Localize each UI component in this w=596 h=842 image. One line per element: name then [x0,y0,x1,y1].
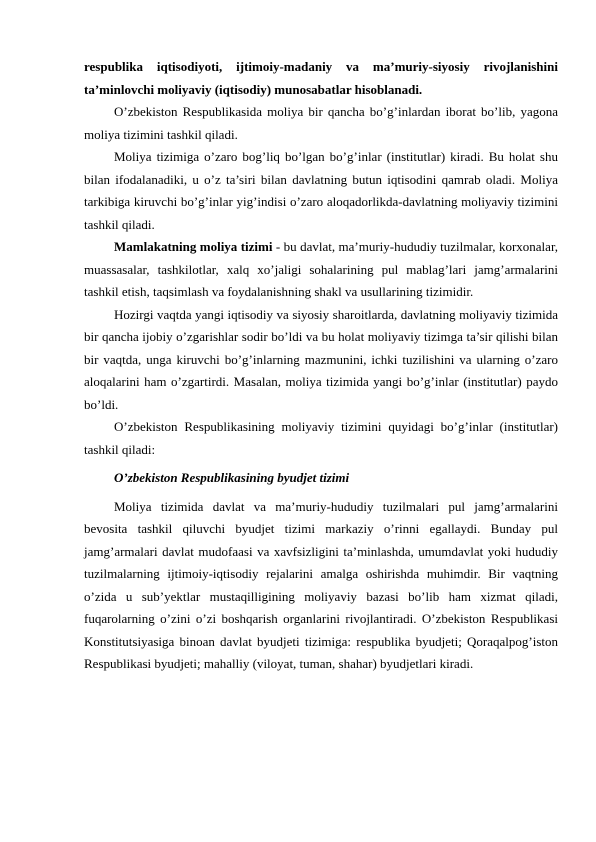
section-heading-text: O’zbekiston Respublikasining byudjet tizimi [114,470,350,485]
document-page [84,56,558,676]
definition-term: Mamlakatning moliya tizimi [114,239,273,254]
paragraph-budget-system: Moliya tizimida davlat va ma’muriy-hududiy tuzilmalari pul jamg’armalarini bevosita tashkil qiluvchi byudjet tizimi markaziy o’rinni egallaydi. Bunday pul jamg’armalari davlat mudofaasi va xavfsizligini ta’minlashda, umumdavlat yoki hududiy tuzilmalarning ijtimoiy-iqtisodiy rejalarini amalga oshirishda muhimdir. Bir vaqtning o’zida u sub’yektlar mustaqilligining moliyaviy bazasi bo’lib ham xizmat qiladi, fuqarolarning o’zini o’zi boshqarish organlarini rivojlantiradi. O’zbekiston Respublikasi Konstitutsiyasiga binoan davlat byudjeti tizimiga: respublika byudjeti; Qoraqalpog’iston Respublikasi byudjeti; mahalliy (viloyat, tuman, shahar) byudjetlari kiradi. [84,498,558,671]
paragraph-intro-continuation [84,56,558,101]
definition-text: - bu davlat, ma’muriy-hududiy tuzilmalar, korxonalar, muassasalar, tashkilotlar, xalq xo’jaligi sohalarining pul mablag’lari jamg’armalarini tashkil etish, taqsimlash va foydalanishning shakl va usullarining tizimidir. [84,239,558,299]
paragraph-current-changes: Hozirgi vaqtda yangi iqtisodiy va siyosiy sharoitlarda, davlatning moliyaviy tizimida bir qancha ijobiy o’zgarishlar sodir bo’ldi va bu holat moliyaviy tizimga ta’sir qilishi bilan bir vaqtda, unga kiruvchi bo’g’inlarning mazmunini, ichki tuzilishini va ularning o’zaro aloqalarini ham o’zgartirdi. Masalan, moliya tizimida yangi bo’g’inlar (institutlar) paydo bo’ldi. [84,306,558,412]
paragraph-finance-system: O’zbekiston Respublikasida moliya bir qancha bo’g’inlardan iborat bo’lib, yagona moliya tizimini tashkil qiladi. [84,104,558,142]
paragraph-definition [84,236,558,304]
paragraph-finance-links: Moliya tizimiga o’zaro bog’liq bo’lgan bo’g’inlar (institutlar) kiradi. Bu holat shu bilan ifodalanadiki, u o’z ta’siri bilan davlatning butun iqtisodini qamrab oladi. Moliya tarkibiga kiruvchi bo’g’inlar yig’indisi o’zaro aloqadorlikda-davlatning moliyaviy tizimini tashkil qiladi. [84,149,558,232]
paragraph-institutes-intro: O’zbekiston Respublikasining moliyaviy tizimini quyidagi bo’g’inlar (institutlar) tashkil qiladi: [84,419,558,457]
bold-intro-text: respublika iqtisodiyoti, ijtimoiy-madaniy va ma’muriy-siyosiy rivojlanishini ta’minlovchi moliyaviy (iqtisodiy) munosabatlar hisoblanadi. [84,59,558,97]
section-heading [84,467,558,490]
